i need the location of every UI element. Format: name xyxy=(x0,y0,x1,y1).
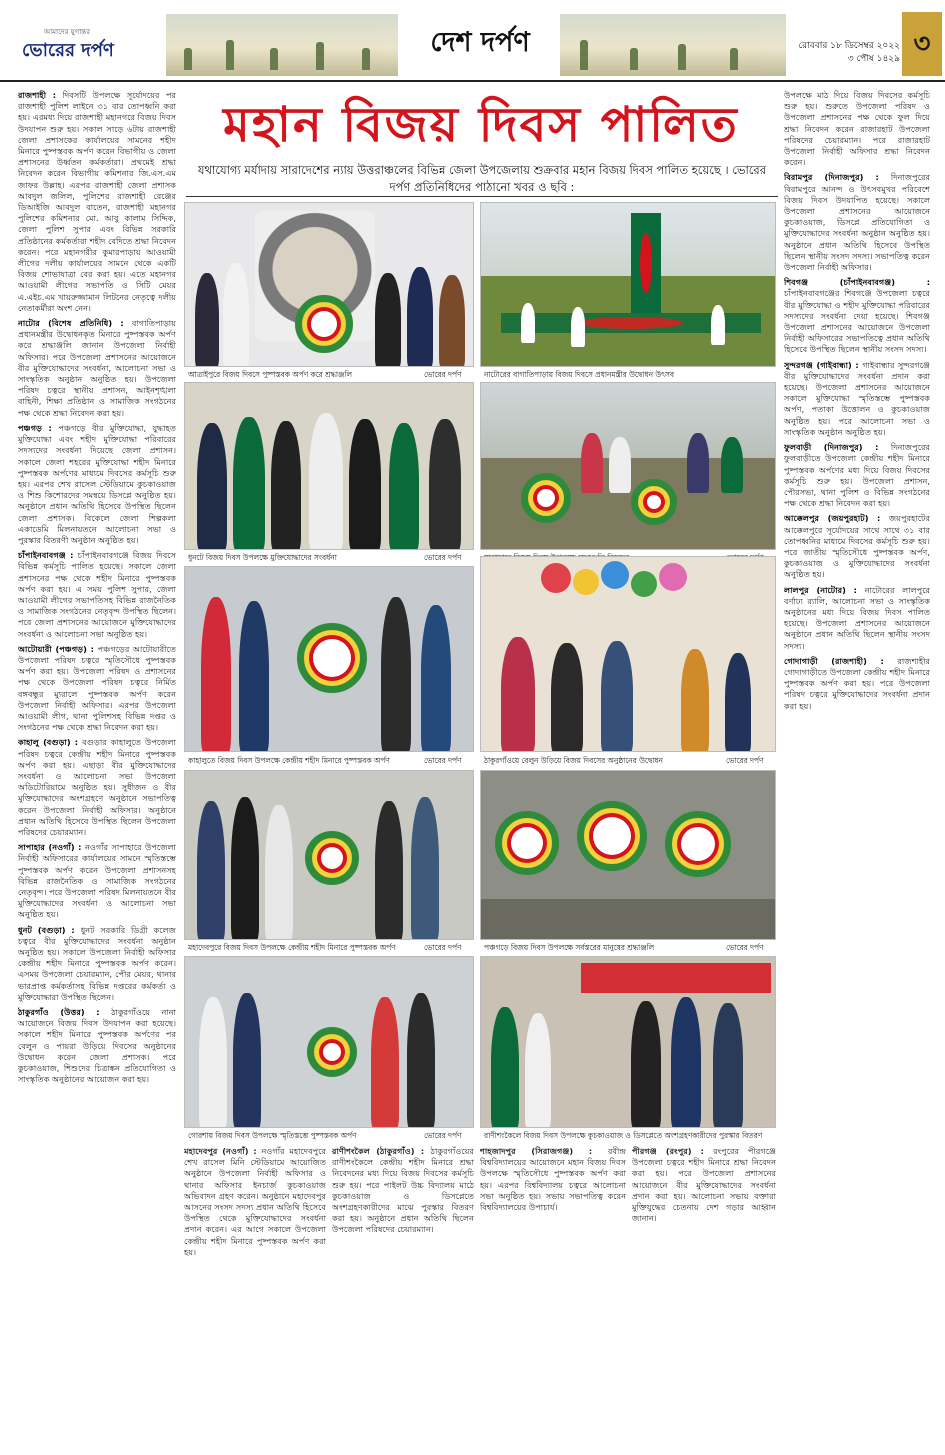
photo-memorial-pillar-tribute[interactable] xyxy=(184,956,474,1128)
news-text: বগুড়ার কাহালুতে উপজেলা পরিষদ চত্বরে কেন্দ্রীয় শহীদ মিনারে পুষ্পস্তবক অর্পণ করা হয়। এছাড়া বীর মুক্তিযোদ্ধাদের সংবর্ধনা ও আলোচনা সভা উপজেলা অডিটোরিয়ামে অনুষ্ঠিত হয়। সুধীজন ও বীর মুক্তিযোদ্ধাদের অংশগ্রহণে অনুষ্ঠানে সভাপতিত্ব করেন উপজেলা নির্বাহী অফিসার। অনুষ্ঠানে প্রধান অতিথি হিসেবে উপস্থিত ছিলেন উপজেলা পরিষদের চেয়ারম্যান। xyxy=(18,737,176,837)
dateline: গোদাগাড়ী (রাজশাহী) : xyxy=(784,655,898,666)
photo-caption: আত্রাইপুরে বিজয় দিবসে পুষ্পস্তবক অর্পণ করে শ্রদ্ধাঞ্জলি xyxy=(188,370,352,379)
photo-caption: কাহালুতে বিজয় দিবস উপলক্ষে কেন্দ্রীয় শহীদ মিনারে পুষ্পস্তবক অর্পণ xyxy=(188,756,390,765)
right-news-column xyxy=(784,90,930,1442)
header-photo-strip-right xyxy=(560,14,786,76)
news-text: চাঁপাইনবাবগঞ্জে বিজয় দিবসে বিভিন্ন কর্মসূচি পালিত হয়েছে। সকালে জেলা প্রশাসনের পক্ষ থেকে শহীদ মিনারে পুষ্পস্তবক অর্পণ করা হয়। এ সময় পুলিশ সুপার, জেলা আওয়ামী লীগের সভাপতিসহ বিভিন্ন রাজনৈতিক ও সামাজিক সংগঠনের নেতৃবৃন্দ উপস্থিত ছিলেন। পরে জেলা প্রশাসনের আয়োজনে মুক্তিযোদ্ধাদের সংবর্ধনা ও আলোচনা সভা অনুষ্ঠিত হয়। xyxy=(18,550,176,639)
dateline: পঞ্চগড় : xyxy=(18,422,59,433)
photo-caption: গোরশায় বিজয় দিবস উপলক্ষে স্মৃতিস্তম্ভে পুষ্পস্তবক অর্পণ xyxy=(188,1131,357,1140)
news-paragraph xyxy=(784,172,930,273)
news-text: পঞ্চগড়ের আটোয়ারীতে উপজেলা পরিষদ চত্বরে স্মৃতিসৌধে পুষ্পস্তবক অর্পণ করা হয়। উপজেলা পরিষদ ও প্রশাসনের পক্ষ থেকে উপজেলা পরিষদ চত্বরে নির্মিত বঙ্গবন্ধুর ম্যুরালে পুষ্পস্তবক অর্পণ করেন উপজেলা নির্বাহী অফিসার। এরপর উপজেলা আওয়ামী লীগ, থানা পুলিশসহ বিভিন্ন দপ্তর ও সংগঠনের পক্ষ থেকে শ্রদ্ধা নিবেদন করা হয়। xyxy=(18,643,176,733)
photo-field-parade[interactable] xyxy=(480,202,776,367)
news-text: ঠাকুরগাঁওয়ের রাণীশংকৈলে কেন্দ্রীয় শহীদ মিনারে শ্রদ্ধা নিবেদনের মধ্য দিয়ে বিজয় দিবসের কর্মসূচি শুরু হয়। পরে পাইলট উচ্চ বিদ্যালয় মাঠে কুচকাওয়াজ ও ডিসপ্লেতে অংশগ্রহণকারীদের মাঝে পুরস্কার বিতরণ করা হয়। অনুষ্ঠানে প্রধান অতিথি ছিলেন উপজেলা পরিষদের চেয়ারম্যান। xyxy=(332,1146,474,1235)
dateline: কাহালু (বগুড়া) : xyxy=(18,737,83,748)
main-headline: মহান বিজয় দিবস পালিত xyxy=(223,97,739,153)
news-paragraph xyxy=(632,1146,776,1224)
news-text: নওগাঁর মহাদেবপুরে শেখ রাসেল মিনি স্টেডিয়ামে আয়োজিত অনুষ্ঠানে উপজেলা নির্বাহী অফিসার ও থানার অফিসার ইনচার্জ কুচকাওয়াজ অভিবাদন গ্রহণ করেন। অনুষ্ঠানে মহাদেবপুর আসনের সংসদ সদস্য প্রধান অতিথি হিসেবে উপস্থিত থেকে মুক্তিযোদ্ধাদের সংবর্ধনা প্রদান করেন। এর আগে সকালে উপজেলা কেন্দ্রীয় শহীদ মিনারে পুষ্পস্তবক অর্পণ করা হয়। xyxy=(184,1146,326,1257)
news-paragraph xyxy=(18,423,176,546)
news-text: রবীন্দ্র বিশ্ববিদ্যালয়ের আয়োজনে মহান বিজয় দিবস উপলক্ষে স্মৃতিসৌধে পুষ্পস্তবক অর্পণ করা হয়। এরপর বিশ্ববিদ্যালয় চত্বরে আলোচনা সভা অনুষ্ঠিত হয়। সভায় সভাপতিত্ব করেন বিশ্ববিদ্যালয়ের উপাচার্য। xyxy=(480,1146,626,1213)
news-paragraph xyxy=(784,442,930,509)
news-paragraph xyxy=(784,90,930,168)
dateline: রাজশাহী : xyxy=(18,90,63,100)
newspaper-logo[interactable] xyxy=(22,26,152,62)
news-paragraph xyxy=(18,318,176,419)
dateline: সাপাহার (নওগাঁ) : xyxy=(18,842,85,853)
news-text: বাগাতিপাড়ায় প্রধানমন্ত্রীর উদ্বোধনকৃত মিনারে পুষ্পস্তবক অর্পণ করে শ্রদ্ধাঞ্জলি জানান উপজেলা নির্বাহী অফিসার। পরে উপজেলা প্রশাসনের আয়োজনে বীর মুক্তিযোদ্ধাদের সংবর্ধনা, আলোচনা সভা ও সাংস্কৃতিক অনুষ্ঠান অনুষ্ঠিত হয়। উপজেলা পরিষদ চত্বরে স্থানীয় প্রশাসন, আইনশৃঙ্খলা বাহিনী, শিক্ষা প্রতিষ্ঠান ও সামাজিক সংগঠনের পক্ষ থেকে শ্রদ্ধা নিবেদন করা হয়। xyxy=(18,318,176,418)
left-news-column xyxy=(18,90,176,1442)
photo-martyr-monument-wreath[interactable] xyxy=(184,566,474,752)
news-paragraph xyxy=(784,585,930,652)
photo-caption: ঠাকুরগাঁওয়ে বেলুন উড়িয়ে বিজয় দিবসের অনুষ্ঠানের উদ্বোধন xyxy=(484,756,663,765)
date-bengali: ৩ পৌষ ১৪২৯ xyxy=(847,54,900,64)
news-paragraph xyxy=(18,842,176,920)
photo-credit: ভোরের দর্পণ xyxy=(424,756,462,765)
headline-divider xyxy=(186,196,778,197)
news-block xyxy=(184,1146,326,1442)
news-paragraph xyxy=(784,360,930,438)
news-text: নাটোরের লালপুরে বর্ণাঢ্য র‌্যালি, আলোচনা সভা ও সাংস্কৃতিক অনুষ্ঠানের মধ্য দিয়ে বিজয় দিবস পালিত হয়েছে। উপজেলা প্রশাসনের আয়োজনে অনুষ্ঠানে প্রধান অতিথি ছিলেন স্থানীয় সংসদ সদস্য। xyxy=(784,584,930,651)
news-paragraph xyxy=(784,277,930,355)
news-paragraph xyxy=(784,513,930,580)
news-text: গাইবান্ধার সুন্দরগঞ্জে বীর মুক্তিযোদ্ধাদের সংবর্ধনা প্রদান করা হয়েছে। উপজেলা প্রশাসনের আয়োজনে সকালে মুক্তিযোদ্ধা স্মৃতিস্তম্ভে পুষ্পস্তবক অর্পণ, পতাকা উত্তোলন ও কুচকাওয়াজ অনুষ্ঠিত হয়। পরে আলোচনা সভা ও সাংস্কৃতিক অনুষ্ঠান অনুষ্ঠিত হয়। xyxy=(784,359,930,437)
section-title: দেশ দর্পণ xyxy=(430,27,530,58)
dateline: ঠাকুরগাঁও (উত্তর) : xyxy=(18,1007,112,1018)
news-paragraph xyxy=(18,644,176,734)
date-gregorian: রোববার ১৮ ডিসেম্বর ২০২২ xyxy=(798,41,900,51)
dateline: পীরগঞ্জ (রংপুর) : xyxy=(632,1146,714,1156)
dateline: শাহজাদপুর (সিরাজগঞ্জ) : xyxy=(480,1146,608,1156)
dateline: লালপুর (নাটোর) : xyxy=(784,584,865,595)
dateline: বিরামপুর (দিনাজপুর) : xyxy=(784,172,891,183)
news-block xyxy=(632,1146,776,1442)
photo-prize-distribution[interactable] xyxy=(480,956,776,1128)
news-paragraph xyxy=(480,1146,626,1213)
news-paragraph xyxy=(18,90,176,314)
news-block xyxy=(332,1146,474,1442)
news-paragraph xyxy=(18,550,176,640)
news-text: দিনাজপুরের ফুলবাড়ীতে উপজেলা কেন্দ্রীয় শহীদ মিনারে পুষ্পস্তবক অর্পণের মধ্য দিয়ে বিজয় দিবসের কর্মসূচি শুরু হয়। উপজেলা প্রশাসন, পৌরসভা, থানা পুলিশ ও বিভিন্ন সংগঠনের পক্ষ থেকে শ্রদ্ধা নিবেদন করা হয়। xyxy=(784,442,930,509)
photo-credit: ভোরের দর্পণ xyxy=(424,370,462,379)
dateline: নাটোর (বিশেষ প্রতিনিধি) : xyxy=(18,318,132,329)
dateline: শিবগঞ্জ (চাঁপাইনবাবগঞ্জ) : xyxy=(784,277,930,288)
logo-text: ভোরের দর্পণ xyxy=(22,40,114,61)
masthead xyxy=(0,0,945,82)
photo-tribute-gathering[interactable] xyxy=(480,382,776,550)
news-text: দিনাজপুরের বিরামপুরে আনন্দ ও উৎসবমুখর পরিবেশে বিজয় দিবস উদযাপিত হয়েছে। সকালে উপজেলা প্রশাসনের আয়োজনে কুচকাওয়াজ, ডিসপ্লে প্রতিযোগিতা ও মুক্তিযোদ্ধাদের সংবর্ধনা অনুষ্ঠান অনুষ্ঠিত হয়। অনুষ্ঠানে প্রধান অতিথি হিসেবে উপস্থিত ছিলেন স্থানীয় সংসদ সদস্য। সভাপতিত্ব করেন উপজেলা নির্বাহী অফিসার। xyxy=(784,172,930,273)
news-block xyxy=(480,1146,626,1442)
news-text: চাঁপাইনবাবগঞ্জের শিবগঞ্জে উপজেলা চত্বরে বীর মুক্তিযোদ্ধা ও শহীদ মুক্তিযোদ্ধা পরিবারের সদস্যদের সংবর্ধনা দেয়া হয়েছে। শিবগঞ্জ উপজেলা প্রশাসনের আয়োজনে উপজেলা নির্বাহী অফিসারের সভাপতিত্বে প্রধান অতিথি হিসেবে উপস্থিত ছিলেন স্থানীয় সংসদ সদস্য। xyxy=(784,288,930,355)
dateline: রাণীশংকৈল (ঠাকুরগাঁও) : xyxy=(332,1146,431,1156)
dateline: সুন্দরগঞ্জ (গাইবান্ধা) : xyxy=(784,359,863,370)
news-text: পঞ্চগড়ে বীর মুক্তিযোদ্ধা, যুদ্ধাহত মুক্তিযোদ্ধা এবং শহীদ মুক্তিযোদ্ধা পরিবারের সদস্যদের সংবর্ধনা দিয়েছে জেলা প্রশাসন। সকালে জেলা শহরের মুক্তিযোদ্ধা শহীদ মিনারে পুষ্পস্তবক অর্পণের মাধ্যমে দিবসের কর্মসূচি শুরু হয়। এরপর শেখ রাসেল স্টেডিয়ামে কুচকাওয়াজ ও শিশু কিশোরদের সমন্বয়ে ডিসপ্লে অনুষ্ঠিত হয়। অনুষ্ঠানে প্রধান অতিথি হিসেবে উপস্থিত ছিলেন জেলা প্রশাসক। বিকেলে জেলা শিল্পকলা একাডেমি মিলনায়তনে আলোচনা সভা ও পুরস্কার বিতরণী অনুষ্ঠান অনুষ্ঠিত হয়। xyxy=(18,422,176,545)
photo-caption: মহাদেবপুরে বিজয় দিবস উপলক্ষে কেন্দ্রীয় শহীদ মিনারে পুষ্পস্তবক অর্পণ xyxy=(188,943,396,952)
flower-wreath xyxy=(295,295,353,353)
news-paragraph xyxy=(18,737,176,838)
photo-central-shaheed-minar[interactable] xyxy=(184,770,474,940)
header-photo-strip-left xyxy=(166,14,398,76)
issue-date xyxy=(790,40,900,66)
photo-caption: নাটোরের বাগাতিপাড়ায় বিজয় দিবসে প্রধানমন্ত্রীর উদ্বোধন উৎসব xyxy=(484,370,675,379)
dateline: ফুলবাড়ী (দিনাজপুর) : xyxy=(784,442,891,453)
dateline: আটোয়ারী (পঞ্চগড়) : xyxy=(18,643,98,654)
logo-tagline: আমাদের যুগান্তর xyxy=(44,28,90,36)
dateline: চাঁপাইনবাবগঞ্জ : xyxy=(18,550,78,561)
photo-caption: ধুনটে বিজয় দিবস উপলক্ষে মুক্তিযোদ্ধাদের সংবর্ধনা xyxy=(188,553,337,562)
news-text: দিবসটি উপলক্ষে সূর্যোদয়ের পর রাজশাহী পুলিশ লাইনে ৩১ বার তোপধ্বনি করা হয়। এরমধ্য দিয়ে রাজশাহী মহানগরে বিজয় দিবস উদযাপন শুরু হয়। সকাল সাড়ে ৬টায় রাজশাহী জেলা প্রশাসকের কার্যালয়ের সামনের শহীদ মিনারে পুষ্পস্তবক অর্পণ করেন বিভাগীয় ও জেলা প্রশাসনের উর্ধ্বতন কর্মকর্তারা। প্রথমেই শ্রদ্ধা নিবেদন করেন বিভাগীয় কমিশনার জি.এস.এম জাফর উল্লাহ। এরপর রাজশাহী জেলা প্রশাসক আবদুল জলিল, পুলিশের রাজশাহী রেঞ্জের ডিআইজি আবদুল বাতেন, রাজশাহী মহানগর পুলিশের কমিশনার মো. আবু কালাম সিদ্দিক, জেলা পুলিশ সুপার এবং বিভিন্ন সরকারি প্রতিষ্ঠানের কর্মকর্তারা শহীদ বেদিতে শ্রদ্ধা নিবেদন করেন। পরে মহানগরীর কুমারপাড়ায় আওয়ামী লীগের দলীয় কার্যালয়ের সামনে থেকে একটি বিজয় শোভাযাত্রা বের করা হয়। এতে মহানগর আওয়ামী লীগের সভাপতি ও সিটি মেয়র এ.এইচ.এম খায়রুজ্জামান লিটনের নেতৃত্বে দলীয় নেতাকর্মীরা অংশ নেন। xyxy=(18,90,176,313)
news-paragraph xyxy=(18,925,176,1003)
news-text: উপলক্ষে মাঠ দিয়ে বিজয় দিবসের কর্মসূচি শুরু হয়। শুরুতে উপজেলা পরিষদ ও উপজেলা প্রশাসনের পক্ষ থেকে ফুল দিয়ে শ্রদ্ধা নিবেদন করেন রাজারহাট উপজেলা পরিষদের চেয়ারম্যান। পরে রাজারহাট উপজেলা নির্বাহী অফিসার শ্রদ্ধা নিবেদন করেন। xyxy=(784,90,930,168)
photo-caption: পঞ্চগড়ে বিজয় দিবস উপলক্ষে সর্বস্তরের মানুষের শ্রদ্ধাঞ্জলি xyxy=(484,943,655,952)
sub-headline: যথাযোগ্য মর্যাদায় সারাদেশের ন্যায় উত্তরাঞ্চলের বিভিন্ন জেলা উপজেলায় শুক্রবার মহান বিজয় দিবস পালিত হয়েছে । ভোরের দর্পণ প্রতিনিধিদের পাঠানো খবর ও ছবি : xyxy=(197,163,767,194)
photo-freedom-fighters-reception[interactable] xyxy=(184,382,474,550)
news-text: রংপুরের পীরগঞ্জে উপজেলা চত্বরে শহীদ মিনারে শ্রদ্ধা নিবেদন করা হয়। পরে উপজেলা প্রশাসনের আয়োজনে বীর মুক্তিযোদ্ধাদের সংবর্ধনা প্রদান করা হয়। আলোচনা সভায় বক্তারা মুক্তিযুদ্ধের চেতনায় দেশ গড়ার আহ্বান জানান। xyxy=(632,1146,776,1224)
photo-credit: ভোরের দর্পণ xyxy=(424,1131,462,1140)
news-paragraph xyxy=(784,656,930,712)
dateline: আক্কেলপুর (জয়পুরহাট) : xyxy=(784,513,889,524)
news-text: নওগাঁর সাপাহারে উপজেলা নির্বাহী অফিসারের কার্যালয়ের সামনে স্মৃতিস্তম্ভে পুষ্পস্তবক অর্পণ করেন উপজেলা প্রশাসনসহ বিভিন্ন রাজনৈতিক ও সামাজিক সংগঠনের নেতৃবৃন্দ। পরে উপজেলা পরিষদ মিলনায়তনে বীর মুক্তিযোদ্ধাদের সংবর্ধনা ও আলোচনা সভা অনুষ্ঠিত হয়। xyxy=(18,842,176,920)
news-paragraph xyxy=(332,1146,474,1236)
news-text: ধুনট সরকারি ডিগ্রী কলেজ চত্বরে বীর মুক্তিযোদ্ধাদের সংবর্ধনা অনুষ্ঠান অনুষ্ঠিত হয়। সকালে উপজেলা নির্বাহী অফিসার কেন্দ্রীয় শহীদ মিনারে পুষ্পস্তবক অর্পণ করেন। এসময় উপজেলা চেয়ারম্যান, পৌর মেয়র, থানার ভারপ্রাপ্ত কর্মকর্তাসহ বিভিন্ন দপ্তরের কর্মকর্তা ও মুক্তিযোদ্ধারা উপস্থিত ছিলেন। xyxy=(18,924,176,1002)
news-text: ঠাকুরগাঁওয়ে নানা আয়োজনে বিজয় দিবস উদযাপন করা হয়েছে। সকালে শহীদ মিনারে পুষ্পস্তবক অর্পণের পর বেলুন ও পায়রা উড়িয়ে দিবসের অনুষ্ঠানের উদ্বোধন করেন জেলা প্রশাসক। পরে কুচকাওয়াজ, শিশুদের চিত্রাঙ্কন প্রতিযোগিতা ও সাংস্কৃতিক অনুষ্ঠানের আয়োজন করা হয়। xyxy=(18,1007,176,1085)
photo-wreaths-display[interactable] xyxy=(480,770,776,940)
photo-credit: ভোরের দর্পণ xyxy=(726,943,764,952)
dateline: ধুনট (বগুড়া) : xyxy=(18,924,81,935)
photo-caption: রাণীশংকৈলে বিজয় দিবস উপলক্ষে কুচকাওয়াজ ও ডিসপ্লেতে অংশগ্রহণকারীদের পুরস্কার বিতরণ xyxy=(484,1131,763,1140)
page-number: ৩ xyxy=(902,12,942,76)
news-paragraph xyxy=(18,1007,176,1085)
news-text: রাজশাহীর গোদাগাড়ীতে উপজেলা কেন্দ্রীয় শহীদ মিনারে পুষ্পস্তবক অর্পণ করা হয়। পরে উপজেলা পরিষদ চত্বরে মুক্তিযোদ্ধাদের সংবর্ধনা প্রদান করা হয়। xyxy=(784,655,930,711)
dateline: মহাদেবপুর (নওগাঁ) : xyxy=(184,1146,262,1156)
news-paragraph xyxy=(184,1146,326,1258)
news-text: জয়পুরহাটের আক্কেলপুরে সূর্যোদয়ের সাথে সাথে ৩১ বার তোপধ্বনির মাধ্যমে দিবসের কর্মসূচি শুরু হয়। পরে জাতীয় স্মৃতিসৌধে পুষ্পস্তবক অর্পণ, কুচকাওয়াজ ও মুক্তিযোদ্ধাদের সংবর্ধনা অনুষ্ঠিত হয়। xyxy=(784,513,930,580)
photo-memorial-tribute[interactable] xyxy=(184,202,474,367)
photo-credit: ভোরের দর্পণ xyxy=(424,943,462,952)
photo-balloon-release[interactable] xyxy=(480,556,776,752)
photo-credit: ভোরের দর্পণ xyxy=(726,756,764,765)
photo-credit: ভোরের দর্পণ xyxy=(424,553,462,562)
